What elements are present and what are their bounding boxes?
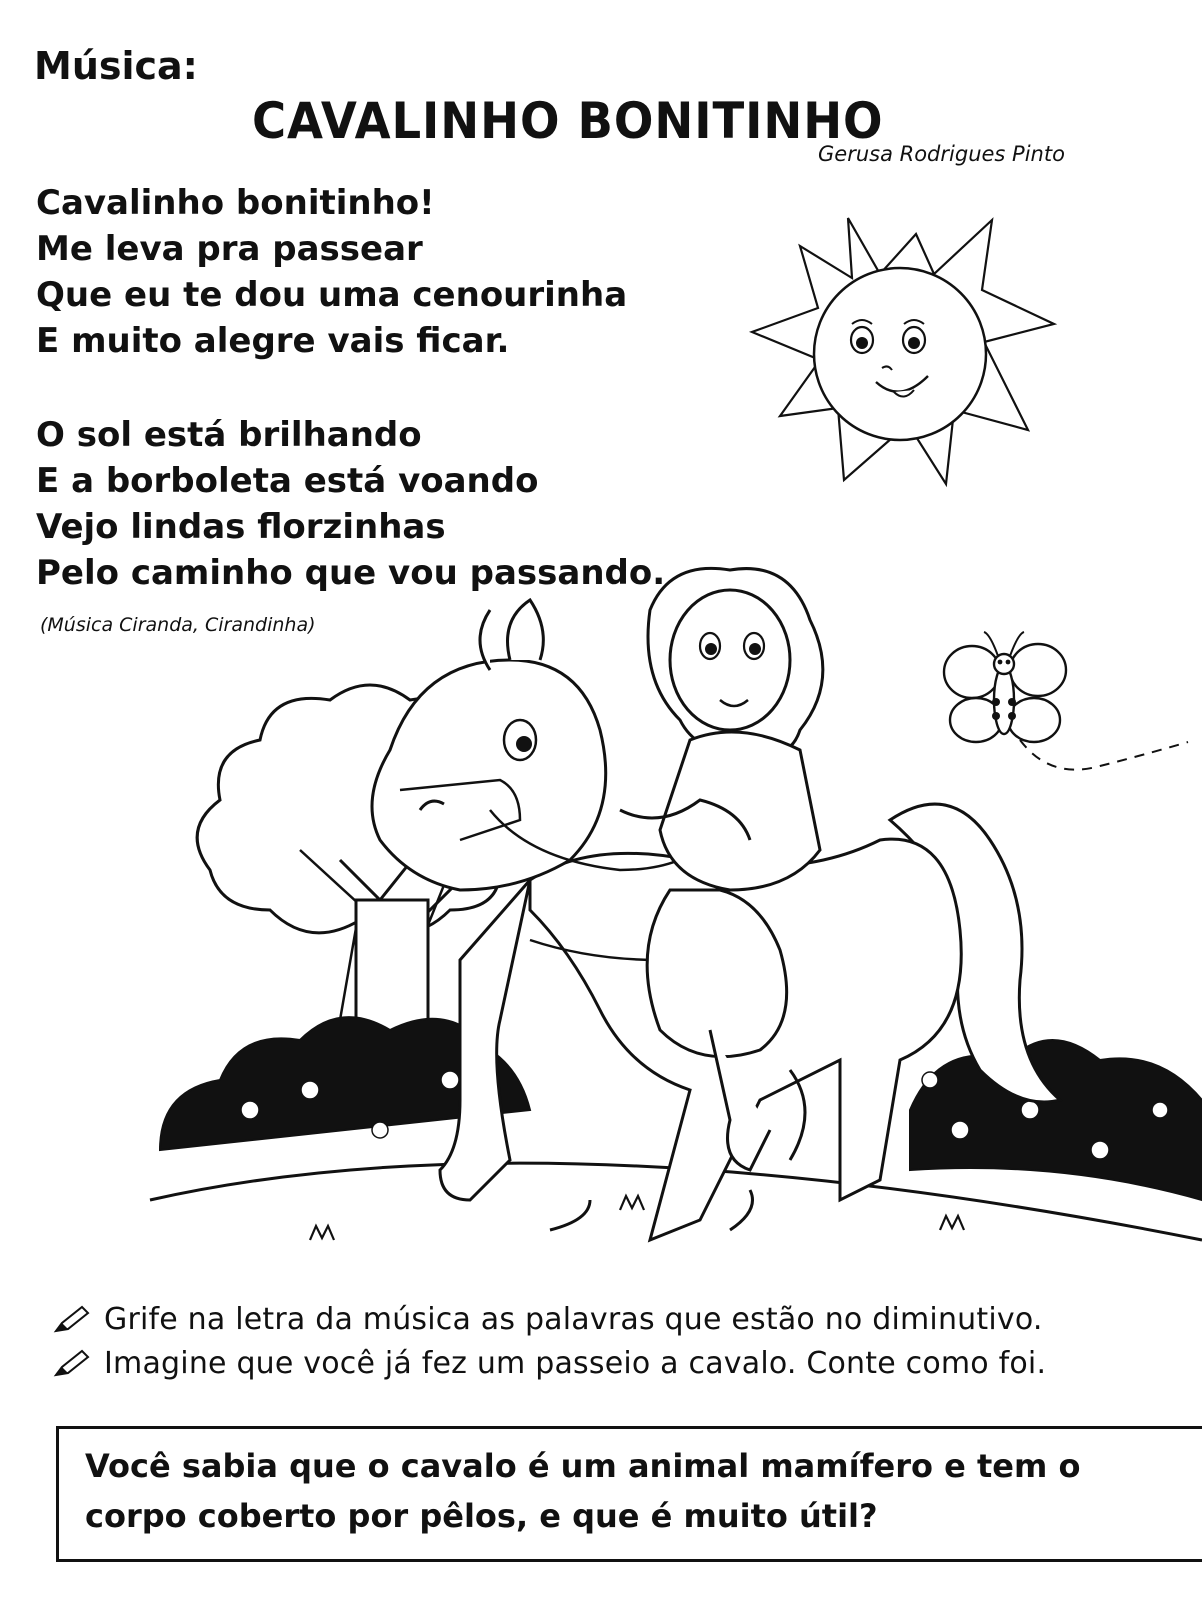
section-label: Música: [34, 44, 198, 88]
info-line: Você sabia que o cavalo é um animal mamífero e tem o [85, 1447, 1081, 1485]
task-item [52, 1302, 1043, 1337]
lyric-line: O sol está brilhando [36, 415, 422, 455]
did-you-know-box [56, 1426, 1202, 1562]
pencil-icon [52, 1349, 90, 1379]
stanza-1 [36, 180, 627, 364]
song-title: CAVALINHO BONITINHO [252, 92, 884, 150]
lyric-line: Pelo caminho que vou passando. [36, 553, 666, 593]
lyric-line: Me leva pra passear [36, 229, 423, 269]
lyric-line: Que eu te dou uma cenourinha [36, 275, 628, 315]
lyric-line: E a borboleta está voando [36, 461, 539, 501]
lyric-line: Cavalinho bonitinho! [36, 183, 435, 223]
info-line: corpo coberto por pêlos, e que é muito útil? [85, 1497, 878, 1535]
song-author: Gerusa Rodrigues Pinto [818, 142, 1065, 166]
lyric-line: Vejo lindas florzinhas [36, 507, 446, 547]
task-item [52, 1346, 1046, 1381]
task-text: Imagine que você já fez um passeio a cavalo. Conte como foi. [104, 1346, 1047, 1381]
melody-credit: (Música Ciranda, Cirandinha) [40, 614, 316, 636]
pencil-icon [52, 1305, 90, 1335]
task-text: Grife na letra da música as palavras que estão no diminutivo. [104, 1302, 1043, 1337]
horse-ride-illustration [150, 550, 1202, 1270]
sun-icon [748, 212, 1060, 494]
lyric-line: E muito alegre vais ficar. [36, 321, 510, 361]
